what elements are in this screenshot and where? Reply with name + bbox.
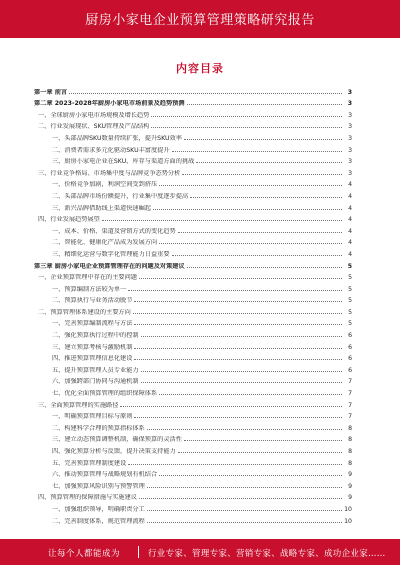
toc-leader-dots — [159, 475, 342, 476]
toc-leader-dots — [178, 232, 342, 233]
toc-entry-label: 二、智能化、健康化产品成为发展方向 — [52, 239, 158, 247]
toc-entry-page: 3 — [348, 146, 352, 154]
toc-entry-page: 5 — [348, 285, 352, 293]
toc-entry[interactable] — [34, 467, 352, 479]
toc-entry-label: 三、行业竞争格局、市场集中度与品牌竞争态势分析 — [38, 169, 181, 177]
toc-entry-label: 三、建立动态预算调整机制，确保预算的灵活性 — [52, 436, 182, 444]
toc-entry-label: 一、企业预算管理中存在的主要问题 — [38, 274, 137, 282]
toc-entry-page: 10 — [344, 517, 352, 524]
toc-leader-dots — [134, 324, 342, 325]
toc-entry[interactable] — [34, 327, 352, 339]
toc-leader-dots — [172, 151, 342, 152]
toc-entry-label: 三、精细化运营与数字化管理能力日益重要 — [52, 250, 170, 258]
toc-entry-page: 9 — [348, 471, 352, 479]
toc-entry[interactable] — [34, 293, 352, 305]
toc-leader-dots — [134, 359, 342, 360]
toc-entry-page: 5 — [348, 320, 352, 328]
toc-leader-dots — [159, 185, 342, 186]
toc-entry[interactable] — [34, 281, 352, 293]
toc-entry-page: 4 — [348, 216, 352, 224]
toc-leader-dots — [182, 174, 342, 175]
toc-leader-dots — [184, 440, 342, 441]
toc-leader-dots — [134, 348, 342, 349]
toc-leader-dots — [172, 255, 342, 256]
toc-entry[interactable] — [34, 397, 352, 409]
toc-entry-label: 三、新兴品牌借助线上渠道快速崛起 — [52, 204, 151, 212]
toc-entry[interactable] — [34, 339, 352, 351]
toc-entry-page: 8 — [348, 436, 352, 444]
toc-entry[interactable] — [34, 270, 352, 282]
toc-entry-label: 二、预算执行与业务活动脱节 — [52, 297, 133, 305]
toc-entry-label: 一、成本、价格、渠道及营销方式的变化趋势 — [52, 227, 176, 235]
toc-entry-page: 4 — [348, 204, 352, 212]
toc-entry[interactable] — [34, 258, 352, 270]
toc-entry[interactable] — [34, 165, 352, 177]
toc-entry-label: 二、头部品牌市场份额提升，行业集中度逐步提高 — [52, 192, 189, 200]
toc-entry[interactable] — [34, 130, 352, 142]
toc-entry-page: 4 — [348, 181, 352, 189]
toc-leader-dots — [187, 104, 342, 105]
table-of-contents — [34, 84, 352, 524]
toc-entry[interactable] — [34, 478, 352, 490]
toc-entry-label: 一、明确预算管理目标与原则 — [52, 413, 133, 421]
toc-entry[interactable] — [34, 304, 352, 316]
toc-entry-page: 8 — [348, 459, 352, 467]
toc-entry-page: 4 — [348, 239, 352, 247]
toc-entry[interactable] — [34, 235, 352, 247]
toc-entry-label: 一、预算编制方法较为单一 — [52, 285, 127, 293]
footer-tagline: 行业专家、管理专家、营销专家、战略专家、成功企业家…… — [148, 549, 386, 559]
toc-entry-label: 二、行业发展现状、SKU管理及产品结构 — [38, 123, 150, 131]
toc-entry-label: 一、价格竞争加剧，利润空间受到挤压 — [52, 181, 158, 189]
toc-leader-dots — [134, 417, 342, 418]
toc-entry-label: 二、构建科学合理的预算指标体系 — [52, 424, 145, 432]
toc-entry[interactable] — [34, 501, 352, 513]
toc-leader-dots — [147, 429, 342, 430]
toc-entry[interactable] — [34, 246, 352, 258]
toc-leader-dots — [139, 498, 342, 499]
toc-leader-dots — [153, 209, 342, 210]
toc-leader-dots — [159, 243, 342, 244]
toc-title: 内容目录 — [176, 62, 224, 75]
report-title: 厨房小家电企业预算管理策略研究报告 — [85, 13, 315, 28]
toc-leader-dots — [187, 267, 342, 268]
toc-entry-page: 6 — [348, 366, 352, 374]
toc-entry-page: 9 — [348, 482, 352, 490]
toc-entry-page: 6 — [348, 332, 352, 340]
toc-leader-dots — [184, 139, 342, 140]
toc-entry-page: 9 — [348, 494, 352, 502]
toc-entry-page: 5 — [348, 297, 352, 305]
toc-entry-label: 一、完善预算编制流程与方法 — [52, 320, 133, 328]
toc-entry-label: 六、推动预算管理与战略规划有机结合 — [52, 471, 158, 479]
toc-entry-label: 第一章 前言 — [34, 88, 68, 96]
toc-entry-label: 二、完善制度体系，规范管理流程 — [52, 517, 145, 524]
toc-leader-dots — [196, 162, 342, 163]
toc-entry-label: 一、加强组织领导，明确职责分工 — [52, 505, 145, 513]
toc-entry[interactable] — [34, 142, 352, 154]
toc-entry-page: 3 — [348, 134, 352, 142]
toc-entry-page: 5 — [348, 274, 352, 282]
toc-entry-page: 4 — [348, 250, 352, 258]
toc-leader-dots — [134, 301, 342, 302]
toc-entry[interactable] — [34, 455, 352, 467]
toc-entry[interactable] — [34, 316, 352, 328]
toc-entry-page: 7 — [348, 378, 352, 386]
toc-entry[interactable] — [34, 443, 352, 455]
toc-entry[interactable] — [34, 177, 352, 189]
toc-entry-page: 6 — [348, 343, 352, 351]
toc-entry[interactable] — [34, 432, 352, 444]
toc-entry-page: 7 — [348, 413, 352, 421]
toc-leader-dots — [128, 290, 342, 291]
footer-divider — [138, 546, 139, 558]
toc-entry-page: 5 — [348, 308, 352, 316]
toc-entry-page: 7 — [348, 401, 352, 409]
toc-entry[interactable] — [34, 212, 352, 224]
toc-entry-page: 3 — [348, 158, 352, 166]
toc-entry-label: 五、完善预算管理制度建设 — [52, 459, 127, 467]
toc-entry-page: 6 — [348, 355, 352, 363]
toc-entry-label: 五、提升预算管理人员专业能力 — [52, 366, 139, 374]
toc-entry-page: 8 — [348, 448, 352, 455]
toc-entry-label: 第三章 厨房小家电企业预算管理存在的问题及对策建议 — [34, 262, 185, 270]
toc-leader-dots — [147, 510, 342, 511]
toc-entry[interactable] — [34, 200, 352, 212]
toc-entry-page: 3 — [347, 88, 352, 96]
toc-entry-page: 8 — [348, 424, 352, 432]
toc-entry-label: 三、建立预算考核与激励机制 — [52, 343, 133, 351]
toc-entry-page: 10 — [344, 505, 352, 513]
toc-entry[interactable] — [34, 420, 352, 432]
toc-entry-page: 3 — [348, 169, 352, 177]
toc-entry[interactable] — [34, 513, 352, 524]
toc-entry[interactable] — [34, 223, 352, 235]
toc-entry[interactable] — [34, 385, 352, 397]
toc-leader-dots — [151, 127, 342, 128]
toc-entry-label: 六、加强跨部门协同与沟通机制 — [52, 378, 139, 386]
toc-entry-label: 四、推进预算管理信息化建设 — [52, 355, 133, 363]
toc-entry-page: 5 — [347, 262, 352, 270]
toc-entry-label: 三、全面预算管理的实施路径 — [38, 401, 119, 409]
toc-entry[interactable] — [34, 154, 352, 166]
toc-entry[interactable] — [34, 84, 352, 96]
toc-entry[interactable] — [34, 374, 352, 386]
toc-entry[interactable] — [34, 490, 352, 502]
toc-entry-page: 3 — [348, 111, 352, 119]
toc-leader-dots — [141, 382, 342, 383]
toc-entry-label: 四、预算管理的保障措施与实施建议 — [38, 494, 137, 502]
toc-entry[interactable] — [34, 351, 352, 363]
toc-entry-page: 7 — [348, 390, 352, 398]
toc-leader-dots — [139, 278, 342, 279]
toc-leader-dots — [133, 313, 342, 314]
toc-entry-page: 4 — [348, 227, 352, 235]
toc-entry-label: 一、头部品牌SKU数量持续扩张，提升SKU效率 — [52, 134, 182, 142]
toc-entry[interactable] — [34, 107, 352, 119]
toc-leader-dots — [190, 197, 342, 198]
toc-leader-dots — [178, 452, 342, 453]
toc-entry-label: 四、强化预算分析与反馈，提升决策支持能力 — [52, 448, 176, 455]
toc-leader-dots — [120, 406, 342, 407]
toc-leader-dots — [151, 116, 342, 117]
toc-entry-label: 第二章 2023-2028年厨房小家电市场前景及趋势预测 — [34, 100, 185, 108]
toc-leader-dots — [147, 522, 342, 523]
toc-entry[interactable] — [34, 409, 352, 421]
toc-entry-label: 七、优化全面预算管理的组织保障体系 — [52, 390, 158, 398]
toc-entry-label: 七、加强预算风险识别与预警管理 — [52, 482, 145, 490]
toc-entry-label: 四、行业发展趋势展望 — [38, 216, 100, 224]
report-header — [0, 0, 400, 38]
toc-entry[interactable] — [34, 362, 352, 374]
footer-slogan: 让每个人都能成为 — [48, 549, 121, 559]
toc-entry-label: 二、强化预算执行过程中的控制 — [52, 332, 139, 340]
toc-leader-dots — [69, 93, 342, 94]
toc-leader-dots — [128, 464, 342, 465]
toc-entry-page: 3 — [348, 123, 352, 131]
toc-leader-dots — [141, 336, 342, 337]
toc-leader-dots — [141, 371, 342, 372]
toc-entry-label: 一、全球厨房小家电市场规模及增长趋势 — [38, 111, 150, 119]
toc-entry[interactable] — [34, 119, 352, 131]
toc-leader-dots — [147, 487, 342, 488]
toc-entry[interactable] — [34, 96, 352, 108]
toc-entry[interactable] — [34, 188, 352, 200]
toc-leader-dots — [159, 394, 342, 395]
toc-entry-label: 二、预算管理体系建设的主要方向 — [38, 308, 131, 316]
toc-entry-page: 4 — [348, 192, 352, 200]
toc-entry-label: 二、消费者需求多元化驱动SKU丰富度提升 — [52, 146, 170, 154]
toc-entry-page: 3 — [347, 100, 352, 108]
footer-banner — [0, 539, 400, 565]
toc-entry-label: 三、厨房小家电企业在SKU、库存与渠道方面的挑战 — [52, 158, 195, 166]
toc-leader-dots — [102, 220, 342, 221]
